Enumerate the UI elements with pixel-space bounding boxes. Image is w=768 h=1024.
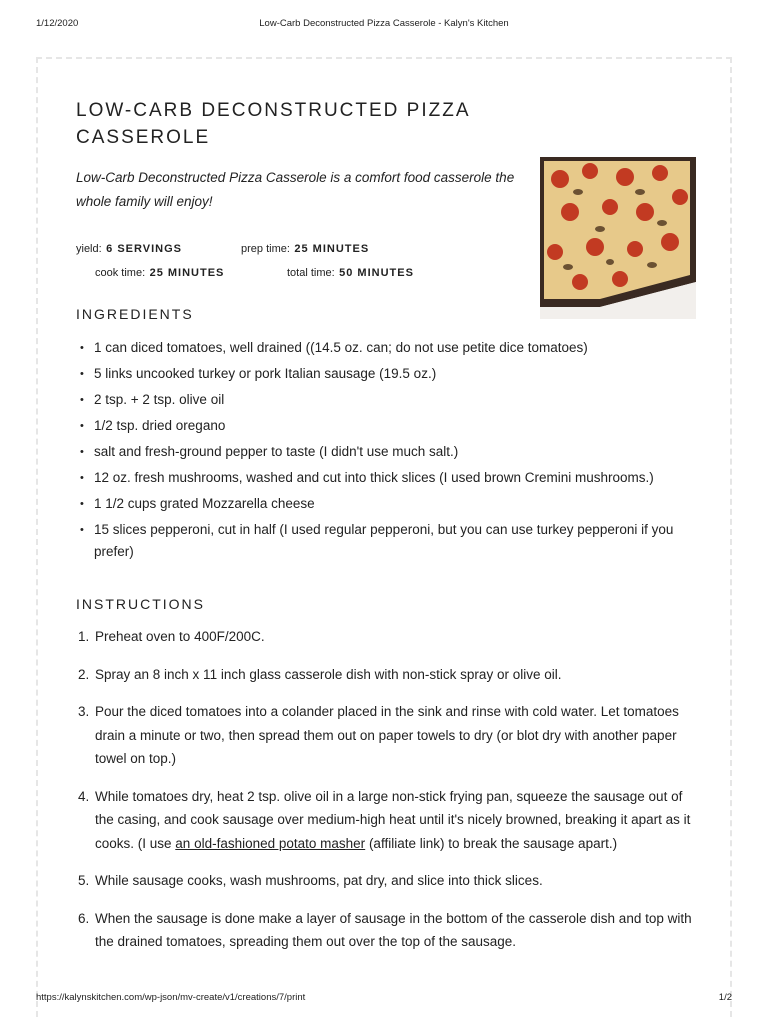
ingredient-item: • 5 links uncooked turkey or pork Italian sausage (19.5 oz.) xyxy=(76,363,696,385)
yield-meta xyxy=(76,239,182,257)
prep-time-value: 25 MINUTES xyxy=(294,243,370,255)
ingredients-heading: INGREDIENTS xyxy=(76,306,194,322)
cook-time-meta xyxy=(95,263,224,281)
step-text: Pour the diced tomatoes into a colander placed in the sink and rinse with cold water. Let tomatoes drain a minute or two, then spread them out on paper towels to dry (or blot dry with another paper towel on top.) xyxy=(95,704,679,766)
instruction-step xyxy=(76,625,696,649)
instructions-list xyxy=(76,625,696,968)
ingredient-item: • 1/2 tsp. dried oregano xyxy=(76,415,696,437)
print-footer xyxy=(36,992,732,1003)
step-number: 6. xyxy=(78,910,90,926)
step-number: 1. xyxy=(78,629,90,644)
prep-time-meta xyxy=(241,239,369,257)
ingredient-item: • salt and fresh-ground pepper to taste (I didn't use much salt.) xyxy=(76,441,696,463)
step-text: While sausage cooks, wash mushrooms, pat dry, and slice into thick slices. xyxy=(95,873,543,888)
ingredient-item: • 1 1/2 cups grated Mozzarella cheese xyxy=(76,493,696,515)
step-number: 4. xyxy=(78,788,90,804)
instruction-step xyxy=(76,663,696,687)
print-document-title: Low-Carb Deconstructed Pizza Casserole - Kalyn's Kitchen xyxy=(259,18,509,29)
instruction-step xyxy=(76,700,696,771)
yield-value: 6 SERVINGS xyxy=(106,243,182,255)
instruction-step xyxy=(76,907,696,954)
step-text-before-link: While tomatoes dry, heat 2 tsp. olive oil in a large non-stick frying pan, squeeze the sausage out of the casing, and cook sausage over medium-high heat until it's nicely browned, breaking it apart as it cooks. (I use xyxy=(95,788,691,851)
ingredient-item: • 1 can diced tomatoes, well drained ((14.5 oz. can; do not use petite dice tomatoes) xyxy=(76,337,696,359)
ingredient-item: • 12 oz. fresh mushrooms, washed and cut into thick slices (I used brown Cremini mushrooms.) xyxy=(76,467,696,489)
step-number: 3. xyxy=(78,704,90,719)
yield-label: yield: xyxy=(76,243,102,255)
instruction-step xyxy=(76,785,696,856)
recipe-card xyxy=(36,57,732,1017)
step-number: 5. xyxy=(78,873,90,888)
instructions-heading: INSTRUCTIONS xyxy=(76,596,205,612)
recipe-title: LOW-CARB DECONSTRUCTED PIZZA CASSEROLE xyxy=(76,100,470,148)
step-text xyxy=(95,789,690,851)
step-text: Spray an 8 inch x 11 inch glass casserole dish with non-stick spray or olive oil. xyxy=(95,666,562,682)
ingredient-item: • 2 tsp. + 2 tsp. olive oil xyxy=(76,389,696,411)
step-text: When the sausage is done make a layer of sausage in the bottom of the casserole dish and top with the drained tomatoes, spreading them out over the top of the sausage. xyxy=(95,910,692,949)
cook-time-value: 25 MINUTES xyxy=(149,267,225,279)
print-url: https://kalynskitchen.com/wp-json/mv-create/v1/creations/7/print xyxy=(36,992,306,1003)
recipe-photo xyxy=(540,157,696,319)
cook-time-label: cook time: xyxy=(95,267,146,279)
total-time-label: total time: xyxy=(287,267,335,279)
step-number: 2. xyxy=(78,666,90,682)
step-text-after-link: (affiliate link) to break the sausage apart.) xyxy=(365,835,618,851)
ingredients-list xyxy=(76,337,696,567)
step-text: Preheat oven to 400F/200C. xyxy=(95,629,265,644)
recipe-summary: Low-Carb Deconstructed Pizza Casserole is a comfort food casserole the whole family will enjoy! xyxy=(76,170,515,209)
page-number: 1/2 xyxy=(718,992,732,1003)
instruction-step xyxy=(76,869,696,893)
total-time-meta xyxy=(287,263,414,281)
print-date: 1/12/2020 xyxy=(36,18,79,29)
potato-masher-link[interactable]: an old-fashioned potato masher xyxy=(175,835,366,851)
total-time-value: 50 MINUTES xyxy=(339,267,414,279)
ingredient-item: • 15 slices pepperoni, cut in half (I used regular pepperoni, but you can use turkey pepperoni if you prefer) xyxy=(76,519,696,563)
prep-time-label: prep time: xyxy=(241,243,290,255)
